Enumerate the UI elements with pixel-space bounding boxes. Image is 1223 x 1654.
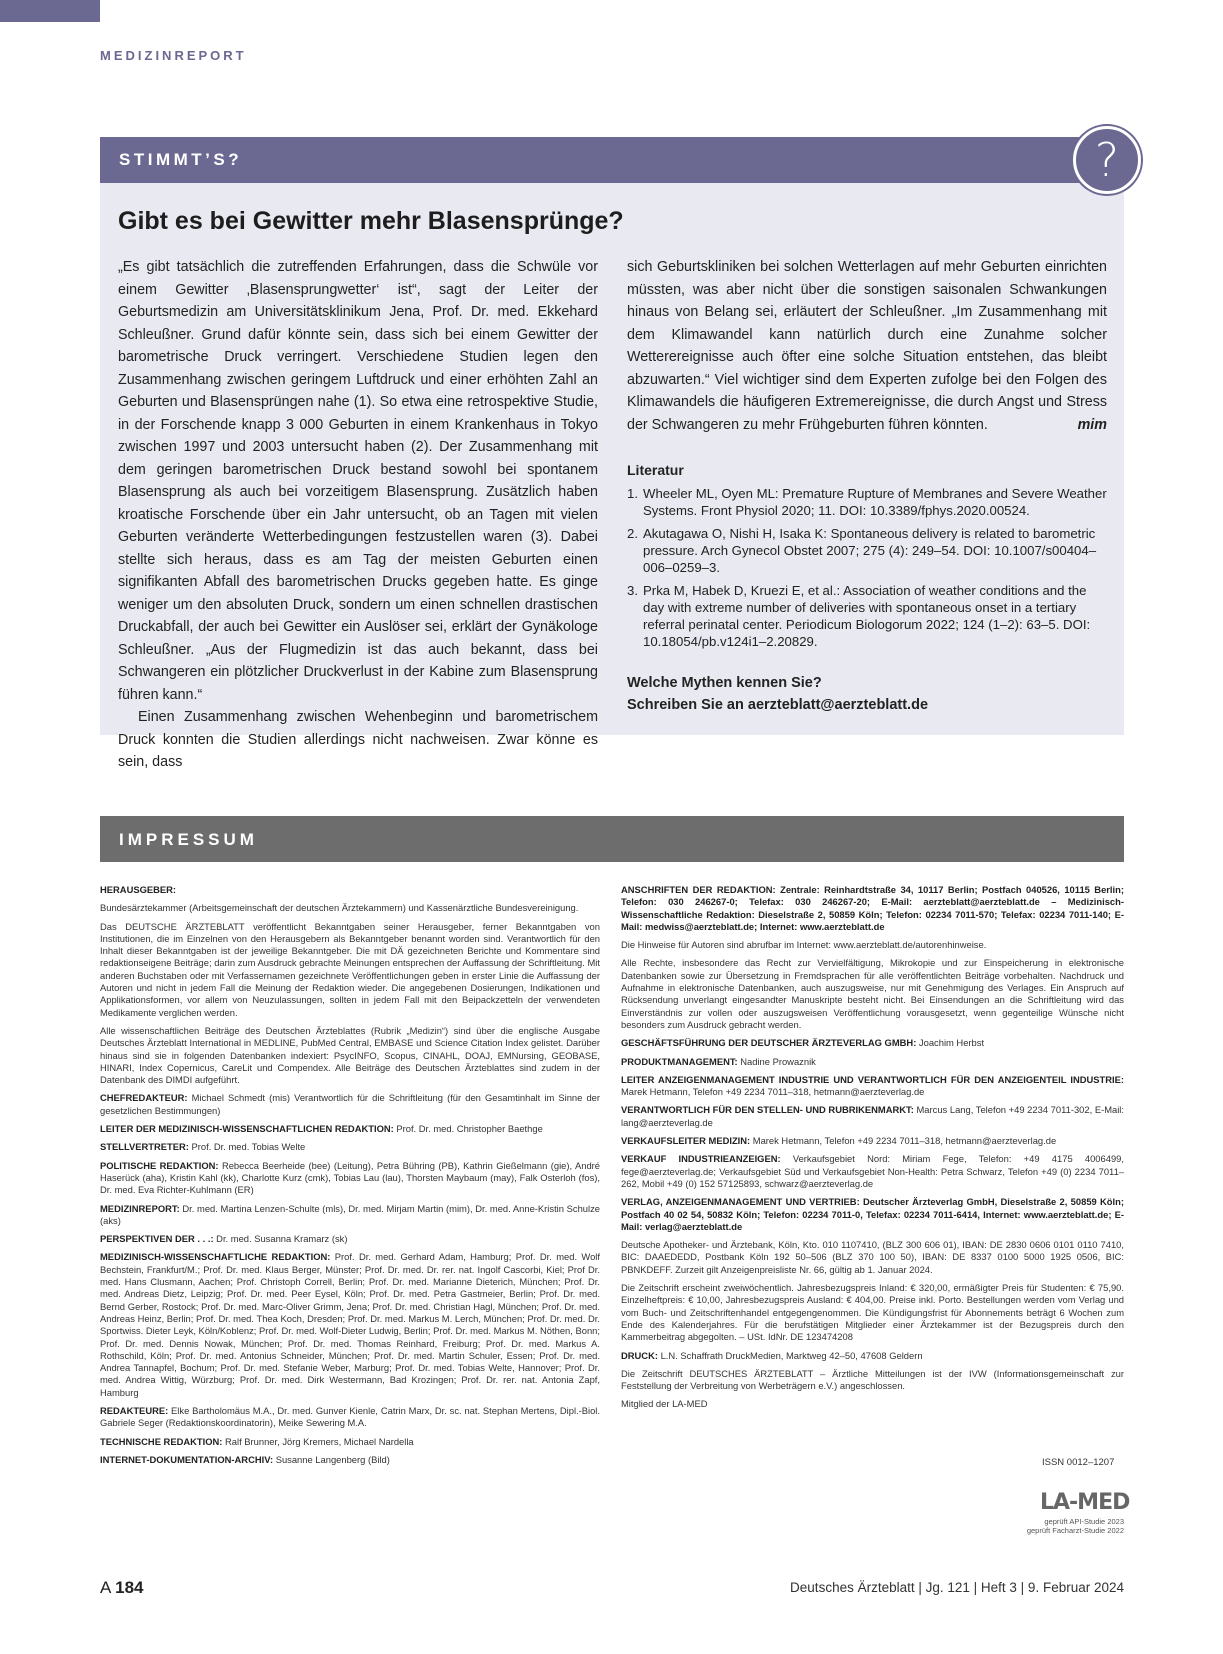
impressum-entry bbox=[621, 939, 1124, 951]
impressum-entry-heading: VERKAUFSLEITER MEDIZIN: bbox=[621, 1135, 751, 1147]
lamed-note-line: geprüft API-Studie 2023 bbox=[1044, 1517, 1124, 1526]
impressum-entry-text: Elke Bartholomäus M.A., Dr. med. Gunver Kienle, Catrin Marx, Dr. sc. nat. Stephan Mertens, Dipl.-Biol. Gabriele Seger (Redaktionskoordinatorin), Meike Sewering M.A. bbox=[100, 1404, 600, 1429]
impressum-entry-text: Mitglied der LA-MED bbox=[621, 1398, 708, 1410]
cta-email-line[interactable]: Schreiben Sie an aerzteblatt@aerzteblatt.de bbox=[627, 697, 929, 713]
impressum-entry-text: Dr. med. Martina Lenzen-Schulte (mls), Dr. med. Mirjam Martin (mim), Dr. med. Anne-Kristin Schulze (aks) bbox=[100, 1202, 600, 1226]
literature-list bbox=[627, 485, 1107, 656]
impressum-entry-text: Deutsche Apotheker- und Ärztebank, Köln, Kto. 010 1107410, (BLZ 300 606 01), IBAN: DE 2830 0606 0101 0110 7410, BIC: DAAEDEDD, Postbank Köln 192 50–506 (BLZ 370 100 50), IBAN: DE 8337 0100 5000 1925 0506, BIC: PBNKDEFF. Zurzeit gilt Anzeigenpreisliste Nr. 66, gültig ab 1. Januar 2024. bbox=[621, 1239, 1124, 1275]
lamed-note bbox=[1010, 1517, 1124, 1535]
impressum-entry-text: Dr. med. Susanna Kramarz (sk) bbox=[216, 1233, 348, 1245]
impressum-entry-text: Bundesärztekammer (Arbeitsgemeinschaft der deutschen Ärztekammern) und Kassenärztliche Bundesvereinigung. bbox=[100, 902, 579, 914]
impressum-entry-heading: VERKAUF INDUSTRIEANZEIGEN: bbox=[621, 1153, 781, 1165]
impressum-entry-text: Susanne Langenberg (Bild) bbox=[275, 1453, 390, 1465]
call-to-action bbox=[627, 672, 928, 716]
impressum-entry bbox=[621, 1153, 1124, 1190]
impressum-entry-heading: REDAKTEURE: bbox=[100, 1404, 169, 1416]
impressum-entry-heading: INTERNET-DOKUMENTATION-ARCHIV: bbox=[100, 1453, 274, 1465]
impressum-entry bbox=[100, 1454, 600, 1466]
article-paragraph: Einen Zusammenhang zwischen Wehenbeginn und barometrischem Druck konnten die Studien allerdings nicht nachweisen. Zwar könne es sein, dass bbox=[118, 709, 598, 770]
impressum-entry bbox=[100, 1123, 600, 1135]
impressum-entry-text: Die Hinweise für Autoren sind abrufbar im Internet: www.aerzteblatt.de/autorenhinweise. bbox=[621, 939, 987, 951]
impressum-entry-heading: HERAUSGEBER: bbox=[100, 884, 177, 895]
impressum-entry bbox=[100, 902, 600, 914]
literature-number: 2. bbox=[627, 526, 638, 541]
impressum-entry bbox=[100, 1141, 600, 1153]
impressum-column-right bbox=[621, 884, 1124, 1417]
impressum-entry bbox=[100, 1203, 600, 1228]
issn: ISSN 0012–1207 bbox=[1042, 1457, 1115, 1468]
impressum-entry-heading: MEDIZINISCH-WISSENSCHAFTLICHE REDAKTION: bbox=[100, 1251, 331, 1263]
article-paragraph: „Es gibt tatsächlich die zutreffenden Erfahrungen, dass die Schwüle vor einem Gewitter ‚Blasensprungwetter‘ ist“, sagt der Leiter der Geburtsmedizin am Universitätsklinikum Jena, Prof. Dr. med. Ekkehard Schleußner. Grund dafür könnte sein, dass sich bei einem Gewitter der barometrische Druck verringert. Verschiedene Studien legen den Zusammenhang zwischen geringem Luftdruck und einer erhöhten Zahl an Geburten und Blasensprüngen nahe (1). So etwa eine retrospektive Studie, in der Forschende knapp 3 000 Geburten in einem Krankenhaus in Tokyo zwischen 1997 und 2003 untersucht haben (2). Der Zusammenhang mit dem geringen barometrischen Druck bestand sowohl bei spontanem Blasensprung als auch bei vorzeitigem Blasensprung. Zusätzlich haben kroatische Forschende über ein Jahr untersucht, ob an Tagen mit vielen Geburten veränderte Wetterbedingungen festzustellen waren (3). Dabei stellte sich heraus, dass es am Tag der meisten Geburten einen signifikanten Abfall des barometrischen Drucks gegeben hatte. Es ginge weniger um den absoluten Druck, sondern um einen schnellen drastischen Druckabfall, der auch bei Gewitter ein Auslöser sei, erklärt der Gynäkologe Schleußner. „Aus der Flugmedizin ist das auch bekannt, dass bei Schwangeren ein plötzlicher Druckverlust in der Kabine zum Blasensprung führen kann.“ bbox=[118, 259, 598, 703]
publication-info: Deutsches Ärzteblatt | Jg. 121 | Heft 3 | 9. Februar 2024 bbox=[790, 1580, 1124, 1595]
impressum-entry bbox=[100, 1160, 600, 1197]
impressum-header bbox=[100, 816, 1124, 862]
literature-text: Prka M, Habek D, Kruezi E, et al.: Association of weather conditions and the day with extreme number of deliveries with spontaneous onset in a tertiary referral perinatal center. Periodicum Biologorum 2022; 124 (1–2): 63–5. DOI: 10.18054/pb.v124i1–2.20829. bbox=[643, 583, 1091, 649]
article-paragraph bbox=[627, 256, 1107, 436]
literature-item bbox=[627, 582, 1107, 650]
impressum-entry-text: Alle wissenschaftlichen Beiträge des Deutschen Ärzteblattes (Rubrik „Medizin“) sind über die englische Ausgabe Deutsches Ärzteblatt International in MEDLINE, PubMed Central, EMBASE und Science Citation Index gelistet. Darüber hinaus sind sie in folgenden Datenbanken indexiert: PsycINFO, Scopus, CINAHL, DOAJ, EMNursing, GEOBASE, HINARI, Index Copernicus, CareLit und Compendex. Alle Beiträge des Deutschen Ärzteblattes sind zudem in der Datenbank des DIMDI aufgeführt. bbox=[100, 1024, 600, 1086]
impressum-entry-text: Alle Rechte, insbesondere das Recht zur Vervielfältigung, Mikrokopie und zur Einspeicherung in elektronische Datenbanken sowie zur Übersetzung in Fremdsprachen für alle veröffentlichten Beiträge vorbehalten. Nachdruck und Aufnahme in elektronische Datenbanken, auch auszugsweise, nur mit Genehmigung des Verlages. Ein Anspruch auf Rücksendung unverlangt eingesandter Manuskripte besteht nicht. Bei Einsendungen an die Schriftleitung wird das Einverständnis zur vollen oder auszugsweisen Veröffentlichung vorausgesetzt, wenn gegenteilige Wünsche nicht besonders zum Ausdruck gebracht werden. bbox=[621, 957, 1124, 1030]
impressum-entry-heading: DRUCK: bbox=[621, 1349, 658, 1361]
impressum-entry bbox=[621, 1135, 1124, 1147]
impressum-entry bbox=[621, 1104, 1124, 1129]
author-signature: mim bbox=[1077, 416, 1107, 433]
impressum-entry-heading: MEDIZINREPORT: bbox=[100, 1202, 180, 1214]
impressum-entry-text: Die Zeitschrift DEUTSCHES ÄRZTEBLATT – Ärztliche Mitteilungen ist der IVW (Informationsgemeinschaft zur Feststellung der Verbreitung von Werbeträgern e.V.) angeschlossen. bbox=[621, 1367, 1124, 1392]
impressum-entry bbox=[621, 884, 1124, 933]
impressum-entry-heading: PERSPEKTIVEN DER . . .: bbox=[100, 1233, 214, 1245]
impressum-entry bbox=[621, 1056, 1124, 1068]
impressum-entry bbox=[621, 957, 1124, 1031]
cta-question: Welche Mythen kennen Sie? bbox=[627, 675, 822, 691]
impressum-entry-heading: LEITER DER MEDIZINISCH-WISSENSCHAFTLICHEN REDAKTION: bbox=[100, 1123, 394, 1135]
impressum-entry bbox=[621, 1398, 1124, 1410]
impressum-entry bbox=[621, 1037, 1124, 1049]
impressum-entry-text: Prof. Dr. med. Tobias Welte bbox=[191, 1141, 306, 1153]
impressum-entry bbox=[621, 1196, 1124, 1233]
impressum-entry-text: Das DEUTSCHE ÄRZTEBLATT veröffentlicht Bekanntgaben seiner Herausgeber, ferner Bekanntgaben von Institutionen, die im Einzelnen von den Herausgebern als Bekanntgeber benannt worden sind. Verantwortlich für den Inhalt dieser Bekanntgaben ist der jeweilige Bekanntgeber. Die mit DÄ gezeichneten Berichte und Kommentare sind redaktionseigene Beiträge; darin zum Ausdruck gebrachte Meinungen entsprechen der Auffassung der Schriftleitung. Mit anderen Buchstaben oder mit Verfassernamen gezeichnete Veröffentlichungen geben in erster Linie die Auffassung der Autoren und nicht in jedem Fall die Meinung der Redaktion wieder. Die angegebenen Dosierungen, Indikationen und Applikationsformen, vor allem von Neuzulassungen, sollten in jedem Fall mit den Beipackzetteln der verwendeten Medikamente verglichen werden. bbox=[100, 920, 600, 1018]
impressum-entry-text: Prof. Dr. med. Christopher Baethge bbox=[396, 1123, 543, 1135]
impressum-entry-heading: ANSCHRIFTEN DER REDAKTION: Zentrale: Reinhardtstraße 34, 10117 Berlin; Postfach 040526, 10115 Berlin; Telefon: 030 246267-0; Telefax: 030 246267-20; E-Mail: aerzteblatt@aerzteblatt.de – Medizinisch-Wissenschaftliche Redaktion: Dieselstraße 2, 50859 Köln; Telefon: 02234 7011-570; Telefax: 02234 7011-140; E-Mail: medwiss@aerzteblatt.de; Internet: www.aerzteblatt.de bbox=[621, 884, 1124, 932]
impressum-entry bbox=[100, 1092, 600, 1117]
impressum-entry-text: Michael Schmedt (mis) Verantwortlich für die Schriftleitung (für den Gesamtinhalt im Sinne der gesetzlichen Bestimmungen) bbox=[100, 1092, 601, 1116]
literature-title: Literatur bbox=[627, 462, 684, 478]
page-number-value: 184 bbox=[115, 1578, 144, 1597]
impressum-entry bbox=[621, 1074, 1124, 1099]
impressum-entry-heading: VERANTWORTLICH FÜR DEN STELLEN- UND RUBRIKENMARKT: bbox=[621, 1104, 914, 1116]
article-title: Gibt es bei Gewitter mehr Blasensprünge? bbox=[118, 207, 624, 235]
impressum-entry-text: Die Zeitschrift erscheint zweiwöchentlich. Jahresbezugspreis Inland: € 320,00, ermäßigter Preis für Studenten: € 75,90. Einzelheftpreis: € 10,00, Jahresbezugspreis Ausland: € 404,00. Preise inkl. Porto. Bestellungen werden vom Verlag und vom Buch- und Zeitschriftenhandel entgegengenommen. Die Kündigungsfrist für Abonnements beträgt 6 Wochen zum Ende des Kalenderjahres. Für die berufstätigen Mitglieder einer Ärztekammer ist der Bezugspreis durch den Kammerbeitrag abgegolten. – USt. IdNr. DE 123474208 bbox=[621, 1282, 1124, 1343]
impressum-entry bbox=[100, 1251, 600, 1399]
impressum-label: IMPRESSUM bbox=[119, 830, 258, 849]
impressum-entry-text: Joachim Herbst bbox=[918, 1037, 985, 1049]
article-column-left bbox=[118, 256, 598, 774]
impressum-entry bbox=[100, 1233, 600, 1245]
literature-item bbox=[627, 525, 1107, 576]
impressum-entry-text: Prof. Dr. med. Gerhard Adam, Hamburg; Prof. Dr. med. Wolf Bechstein, Frankfurt/M.; Prof. Dr. med. Klaus Berger, Münster; Prof. Dr. med. Dr. rer. nat. Ingolf Cascorbi, Kiel; Prof Dr. med. Hans Clusmann, Aachen; Prof. Christoph Correll, Berlin; Prof. Dr. med. Marianne Dieterich, München; Prof. Dr. med. Andreas Dietz, Leipzig; Prof. Dr. med. Peer Eysel, Köln; Prof. Dr. med. Petra Gastmeier, Berlin; Prof. Dr. med. Bernd Gerber, Rostock; Prof. Dr. med. Marc-Oliver Grimm, Jena; Prof. Dr. med. Christian Hagl, München; Prof. Dr. med. Andreas Heinz, Berlin; Prof. Dr. med. Thea Koch, Dresden; Prof. Dr. med. Markus M. Lerch, München; Prof. Dr. med. Dr. Sportwiss. Dieter Leyk, Köln/Koblenz; Prof. Dr. med. Wolf-Dieter Ludwig, Berlin; Prof. Dr. med. Markus M. Nöthen, Bonn; Prof. Dr. med. Dennis Nowak, München; Prof. Dr. med. Thomas Reinhard, Freiburg; Prof. Dr. med. Markus A. Rothschild, Köln; Prof. Dr. med. Antonius Schneider, München; Prof. Dr. med. Martin Schuler, Essen; Prof. Dr. med. Andrea Tannapfel, Bochum; Prof. Dr. med. Stefanie Weber, Marburg; Prof. Dr. med. Tobias Welte, Hannover; Prof. Dr. med. Andrea Wittig, Würzburg; Prof. Dr. med. Dirk Westermann, Bad Krozingen; Prof. Dr. rer. nat. Antonia Zapf, Hamburg bbox=[100, 1251, 600, 1398]
literature-text: Wheeler ML, Oyen ML: Premature Rupture of Membranes and Severe Weather Systems. Front Physiol 2020; 11. DOI: 10.3389/fphys.2020.00524. bbox=[643, 486, 1107, 518]
stimmts-box bbox=[100, 137, 1124, 770]
page-number bbox=[100, 1578, 144, 1598]
impressum-entry-text: Rebecca Beerheide (bee) (Leitung), Petra Bühring (PB), Kathrin Gießelmann (gie), André Haserück (aha), Kristin Kahl (kk), Charlotte Kurz (cmk), Tobias Lau (lau), Thorsten Maybaum (may), Falk Osterloh (fos), Dr. med. Eva Richter-Kuhlmann (ER) bbox=[100, 1159, 601, 1196]
page-prefix: A bbox=[100, 1578, 111, 1597]
impressum-entry bbox=[621, 1282, 1124, 1343]
question-mark-icon: ? bbox=[1073, 126, 1141, 194]
section-label: MEDIZINREPORT bbox=[100, 48, 247, 63]
impressum-entry bbox=[621, 1368, 1124, 1393]
lamed-logo: LA-MED bbox=[1040, 1490, 1130, 1515]
impressum-entry-heading: VERLAG, ANZEIGENMANAGEMENT UND VERTRIEB: Deutscher Ärzteverlag GmbH, Dieselstraße 2, 50859 Köln; Postfach 40 02 54, 50832 Köln; Telefon: 02234 7011-0, Telefax: 02234 7011-6414, Internet: www.aerzteblatt.de; E-Mail: verlag@aerzteblatt.de bbox=[621, 1196, 1124, 1232]
impressum-entry bbox=[100, 1405, 600, 1430]
lamed-note-line: geprüft Facharzt-Studie 2022 bbox=[1026, 1526, 1124, 1535]
impressum-entry-heading: STELLVERTRETER: bbox=[100, 1141, 189, 1153]
impressum-entry-heading: PRODUKTMANAGEMENT: bbox=[621, 1055, 738, 1067]
impressum-entry-text: Verkaufsgebiet Nord: Miriam Fege, Telefon: +49 4175 4006499, fege@aerzteverlag.de; Verkaufsgebiet Süd und Verkaufsgebiet Non-Health: Petra Schwarz, Telefon +49 (0) 2234 7011–262, Mobil +49 (0) 152 57125893, schwarz@aerzteverlag.de bbox=[621, 1153, 1124, 1189]
impressum-entry-text: Marek Hetmann, Telefon +49 2234 7011–318, hetmann@aerzteverlag.de bbox=[621, 1086, 925, 1098]
impressum-entry bbox=[100, 921, 600, 1019]
impressum-entry bbox=[621, 1350, 1124, 1362]
impressum-entry-heading: POLITISCHE REDAKTION: bbox=[100, 1159, 219, 1171]
impressum-entry bbox=[100, 1436, 600, 1448]
impressum-entry bbox=[100, 884, 600, 896]
impressum-entry-text: Nadine Prowaznik bbox=[740, 1055, 816, 1067]
impressum-entry-text: Ralf Brunner, Jörg Kremers, Michael Nardella bbox=[225, 1435, 414, 1447]
article-paragraph-text: sich Geburtskliniken bei solchen Wetterlagen auf mehr Geburten einrichten müssten, was aber nicht über die sonstigen saisonalen Schwankungen hinaus von Belang sei, erläutert der Schleußner. „Im Zusammenhang mit dem Klimawandel kann natürlich durch eine Zunahme solcher Wetterereignisse auch öfter eine solche Situation entstehen, das bleibt abzuwarten.“ Viel wichtiger sind dem Experten zufolge bei den Folgen des Klimawandels die häufigeren Extremereignisse, die durch Angst und Stress der Schwangeren zu mehr Frühgeburten führen könnten. bbox=[627, 259, 1107, 433]
literature-text: Akutagawa O, Nishi H, Isaka K: Spontaneous delivery is related to barometric pressure. Arch Gynecol Obstet 2007; 275 (4): 249–54. DOI: 10.1007/s00404–006–0259–3. bbox=[643, 526, 1097, 575]
stimmts-label: STIMMT’S? bbox=[119, 150, 243, 169]
impressum-entry-text: Marek Hetmann, Telefon +49 2234 7011–318, hetmann@aerzteverlag.de bbox=[752, 1135, 1057, 1147]
impressum-entry-heading: CHEFREDAKTEUR: bbox=[100, 1092, 188, 1104]
literature-item bbox=[627, 485, 1107, 519]
impressum-entry-text: Marcus Lang, Telefon +49 2234 7011-302, E-Mail: lang@aerzteverlag.de bbox=[621, 1104, 1124, 1128]
impressum-entry-heading: LEITER ANZEIGENMANAGEMENT INDUSTRIE UND VERANTWORTLICH FÜR DEN ANZEIGENTEIL INDUSTRIE: bbox=[621, 1073, 1124, 1085]
literature-number: 1. bbox=[627, 486, 638, 501]
impressum-column-left bbox=[100, 884, 600, 1472]
impressum-entry bbox=[621, 1239, 1124, 1276]
article-column-right bbox=[627, 256, 1107, 436]
impressum-entry-heading: TECHNISCHE REDAKTION: bbox=[100, 1435, 223, 1447]
impressum-entry bbox=[100, 1025, 600, 1086]
literature-number: 3. bbox=[627, 583, 638, 598]
impressum-entry-heading: GESCHÄFTSFÜHRUNG DER DEUTSCHER ÄRZTEVERLAG GMBH: bbox=[621, 1037, 917, 1049]
corner-color-tab bbox=[0, 0, 100, 22]
stimmts-header bbox=[100, 137, 1124, 183]
impressum-entry-text: L.N. Schaffrath DruckMedien, Marktweg 42–50, 47608 Geldern bbox=[660, 1349, 923, 1361]
